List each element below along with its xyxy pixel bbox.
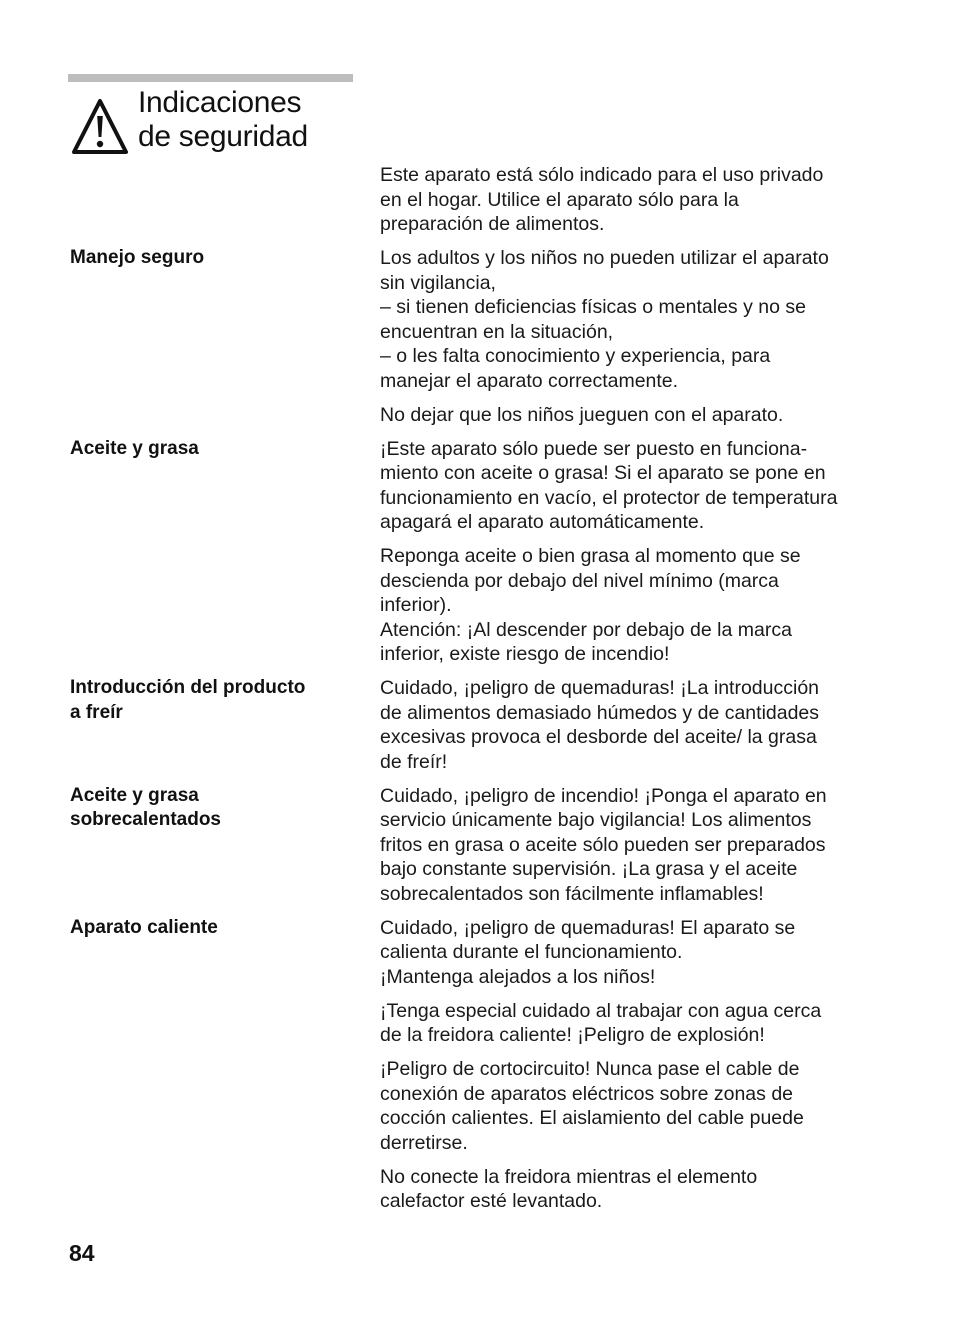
section-header: [70, 86, 308, 158]
section-text: [380, 163, 890, 246]
paragraph: [380, 1057, 890, 1155]
section-label-line: a freír: [70, 701, 123, 723]
section-label: [70, 784, 380, 916]
text-line: preparación de alimentos.: [380, 213, 605, 235]
text-line: manejar el aparato correctamente.: [380, 369, 679, 392]
section-label-line: Aceite y grasa: [70, 437, 199, 459]
section-text: [380, 784, 890, 916]
section-label-line: Introducción del producto: [70, 677, 306, 698]
text-line: calienta durante el funcionamiento.: [380, 941, 683, 963]
text-line: ¡Tenga especial cuidado al trabajar con agua cerca: [380, 999, 822, 1022]
text-line: bajo constante supervisión. ¡La grasa y el aceite: [380, 858, 798, 880]
section-label-line: Aceite y grasa: [70, 784, 199, 806]
paragraph: [380, 676, 890, 774]
text-line: en el hogar. Utilice el aparato sólo para la: [380, 188, 739, 211]
paragraph: [380, 1165, 890, 1214]
text-line: excesivas provoca el desborde del aceite/ la grasa: [380, 726, 817, 748]
section-label: [70, 437, 380, 677]
paragraph: [380, 544, 890, 667]
text-line: Cuidado, ¡peligro de quemaduras! ¡La introducción: [380, 677, 820, 699]
header-rule: [68, 74, 353, 82]
text-line: Atención: ¡Al descender por debajo de la marca: [380, 618, 792, 641]
paragraph: [380, 999, 890, 1048]
section-label: [70, 246, 380, 437]
text-line: ¡Peligro de cortocircuito! Nunca pase el cable de: [380, 1058, 800, 1080]
safety-section: [70, 916, 890, 1224]
safety-section: [70, 784, 890, 916]
text-line: descienda por debajo del nivel mínimo (marca: [380, 569, 779, 592]
section-label-line: Aparato caliente: [70, 916, 218, 938]
text-line: No dejar que los niños jueguen con el aparato.: [380, 403, 784, 426]
text-line: sin vigilancia,: [380, 271, 496, 294]
text-line: de freír!: [380, 750, 448, 773]
page-number: 84: [69, 1240, 95, 1266]
section-text: [380, 437, 890, 677]
text-line: servicio únicamente bajo vigilancia! Los alimentos: [380, 809, 812, 831]
safety-section: [70, 246, 890, 437]
section-text: [380, 676, 890, 784]
text-line: Reponga aceite o bien grasa al momento que se: [380, 545, 801, 567]
safety-content: [70, 163, 890, 1223]
warning-triangle-icon: [70, 96, 130, 158]
text-line: Este aparato está sólo indicado para el uso privado: [380, 164, 824, 186]
section-label: [70, 163, 380, 246]
text-line: ¡Mantenga alejados a los niños!: [380, 965, 656, 988]
page-title: [138, 86, 308, 154]
section-label-line: Manejo seguro: [70, 247, 205, 268]
text-line: inferior).: [380, 594, 452, 616]
safety-section: [70, 676, 890, 784]
text-line: Cuidado, ¡peligro de incendio! ¡Ponga el aparato en: [380, 784, 827, 807]
section-text: [380, 246, 890, 437]
text-line: apagará el aparato automáticamente.: [380, 511, 705, 533]
page-title-line-2: de seguridad: [138, 120, 308, 153]
text-line: funcionamiento en vacío, el protector de temperatura: [380, 486, 838, 509]
text-line: – si tienen deficiencias físicas o mentales y no se: [380, 296, 806, 318]
text-line: conexión de aparatos eléctricos sobre zonas de: [380, 1082, 794, 1105]
safety-section: [70, 437, 890, 677]
text-line: Los adultos y los niños no pueden utilizar el aparato: [380, 247, 829, 269]
text-line: No conecte la freidora mientras el elemento: [380, 1165, 758, 1188]
paragraph: [380, 246, 890, 393]
section-label: [70, 676, 380, 784]
paragraph: [380, 916, 890, 990]
paragraph: [380, 784, 890, 907]
section-label: [70, 916, 380, 1224]
text-line: – o les falta conocimiento y experiencia, para: [380, 345, 771, 367]
text-line: sobrecalentados son fácilmente inflamables!: [380, 882, 764, 905]
section-text: [380, 916, 890, 1224]
paragraph: [380, 437, 890, 535]
safety-section: [70, 163, 890, 246]
text-line: fritos en grasa o aceite sólo pueden ser preparados: [380, 833, 826, 856]
paragraph: [380, 403, 890, 428]
text-line: ¡Este aparato sólo puede ser puesto en funciona-: [380, 437, 808, 460]
text-line: calefactor esté levantado.: [380, 1190, 603, 1212]
text-line: encuentran en la situación,: [380, 320, 614, 343]
text-line: miento con aceite o grasa! Si el aparato se pone en: [380, 462, 826, 484]
paragraph: [380, 163, 890, 237]
text-line: de alimentos demasiado húmedos y de cantidades: [380, 701, 820, 724]
section-label-line: sobrecalentados: [70, 809, 221, 830]
text-line: derretirse.: [380, 1131, 468, 1154]
page-title-line-1: Indicaciones: [138, 86, 302, 119]
text-line: cocción calientes. El aislamiento del cable puede: [380, 1107, 804, 1129]
text-line: Cuidado, ¡peligro de quemaduras! El aparato se: [380, 916, 796, 939]
text-line: inferior, existe riesgo de incendio!: [380, 643, 670, 665]
text-line: de la freidora caliente! ¡Peligro de explosión!: [380, 1024, 765, 1046]
